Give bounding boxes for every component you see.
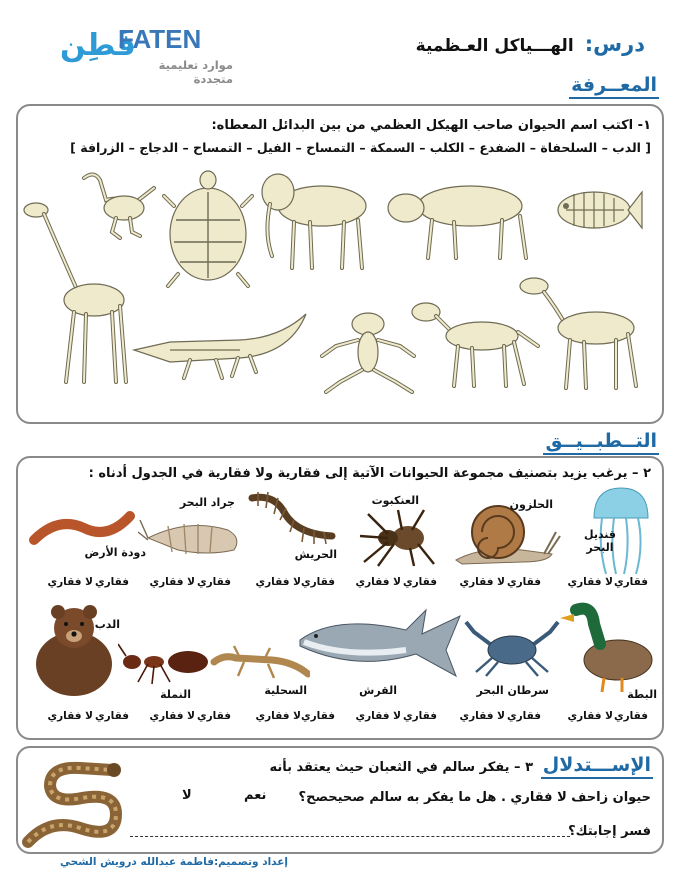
label-crab: سرطان البحر	[476, 684, 549, 697]
option-invertebrate-crab[interactable]: لا فقاري	[459, 710, 505, 722]
label-shark: القرش	[359, 684, 397, 697]
question-3-line2: حيوان زاحف لا فقاري . هل ما يفكر به سالم صحيحصح؟	[298, 790, 651, 805]
label-lizard: السحلية	[264, 684, 307, 697]
snail-image	[452, 502, 562, 566]
answer-no[interactable]: لا	[182, 788, 192, 803]
elephant-skeleton	[258, 164, 378, 274]
option-invertebrate-jellyfish[interactable]: لا فقاري	[567, 576, 613, 588]
bear-skeleton	[384, 176, 544, 262]
label-crayfish: جراد البحر	[179, 496, 235, 509]
ant-image	[118, 640, 214, 686]
question-2: ٢ – يرغب يزيد بتصنيف مجموعة الحيوانات الآتية إلى فقارية ولا فقارية في الجدول أدناه :	[88, 466, 651, 481]
option-vertebrate-duck[interactable]: فقاري	[613, 710, 648, 722]
question-1: ١- اكتب اسم الحيوان صاحب الهيكل العظمي من بين البدائل المعطاه:	[211, 118, 651, 133]
crocodile-skeleton	[130, 310, 310, 386]
horse-skeleton	[516, 274, 644, 392]
shark-image	[296, 606, 462, 686]
option-invertebrate-duck[interactable]: لا فقاري	[567, 710, 613, 722]
option-vertebrate-ant[interactable]: فقاري	[196, 710, 231, 722]
option-invertebrate-spider[interactable]: لا فقاري	[355, 576, 401, 588]
option-vertebrate-centipede[interactable]: فقاري	[300, 576, 335, 588]
crayfish-image	[138, 510, 248, 564]
question-1-options: [ الدب – السلحفاة – الضفدع – الكلب – السمكة – التمساح – الفيل – التمساح – الدجاج – الزرافة ]	[70, 140, 651, 155]
lesson-prefix: درس:	[584, 32, 645, 56]
label-spider: العنكبوت	[371, 494, 419, 507]
logo-arabic: فَطِن	[60, 28, 136, 63]
label-ant: النملة	[160, 688, 191, 701]
section-title-application: التــطبــيــق	[545, 430, 657, 452]
option-vertebrate-earthworm[interactable]: فقاري	[94, 576, 129, 588]
option-vertebrate-shark[interactable]: فقاري	[402, 710, 437, 722]
option-invertebrate-crayfish[interactable]: لا فقاري	[149, 576, 195, 588]
label-bear: الدب	[94, 618, 120, 631]
label-earthworm: دودة الأرض	[84, 546, 146, 559]
lizard-image	[210, 640, 310, 684]
option-vertebrate-jellyfish[interactable]: فقاري	[613, 576, 648, 588]
snake-image	[20, 758, 130, 848]
lesson-title	[416, 32, 645, 56]
answer-yes[interactable]: نعم	[244, 788, 267, 803]
option-invertebrate-lizard[interactable]: لا فقاري	[255, 710, 301, 722]
label-centipede: الحريش	[294, 548, 337, 561]
option-invertebrate-snail[interactable]: لا فقاري	[459, 576, 505, 588]
giraffe-skeleton	[22, 196, 132, 388]
option-vertebrate-bear[interactable]: فقاري	[94, 710, 129, 722]
turtle-skeleton	[162, 166, 254, 294]
question-3-line1: ٣ – يفكر سالم في الثعبان حيث يعتقد بأنه	[269, 760, 533, 775]
section-title-reasoning: الإســـتدلال	[542, 754, 651, 776]
frog-skeleton	[316, 310, 420, 394]
options-row-1	[0, 576, 681, 590]
option-vertebrate-crab[interactable]: فقاري	[506, 710, 541, 722]
section-title-knowledge: المعــرفة	[571, 74, 657, 96]
option-vertebrate-spider[interactable]: فقاري	[402, 576, 437, 588]
label-duck: البطة	[627, 688, 657, 701]
logo-brand: FATEN	[118, 24, 202, 54]
lesson-name: الهـــياكل العـظمية	[415, 36, 574, 56]
option-invertebrate-shark[interactable]: لا فقاري	[355, 710, 401, 722]
option-vertebrate-lizard[interactable]: فقاري	[300, 710, 335, 722]
option-vertebrate-crayfish[interactable]: فقاري	[196, 576, 231, 588]
duck-image	[556, 602, 656, 694]
logo-tagline: موارد تعليمية متجددة	[158, 58, 233, 86]
option-invertebrate-centipede[interactable]: لا فقاري	[255, 576, 301, 588]
explain-answer-line[interactable]	[130, 836, 570, 837]
crab-image	[462, 614, 562, 678]
option-vertebrate-snail[interactable]: فقاري	[506, 576, 541, 588]
label-jellyfish: قنديل البحر	[584, 528, 616, 554]
fish-skeleton	[544, 180, 644, 240]
options-row-2	[0, 710, 681, 724]
earthworm-image	[28, 506, 136, 550]
option-invertebrate-ant[interactable]: لا فقاري	[149, 710, 195, 722]
spider-image	[358, 508, 438, 568]
option-invertebrate-earthworm[interactable]: لا فقاري	[47, 576, 93, 588]
explain-label: فسر إجابتك؟	[568, 824, 651, 839]
logo	[58, 22, 233, 86]
centipede-image	[244, 490, 340, 546]
label-snail: الحلزون	[509, 498, 553, 511]
footer-credit: إعداد وتصميم:فاطمة عبدالله درويش الشحي	[60, 856, 289, 868]
option-invertebrate-bear[interactable]: لا فقاري	[47, 710, 93, 722]
